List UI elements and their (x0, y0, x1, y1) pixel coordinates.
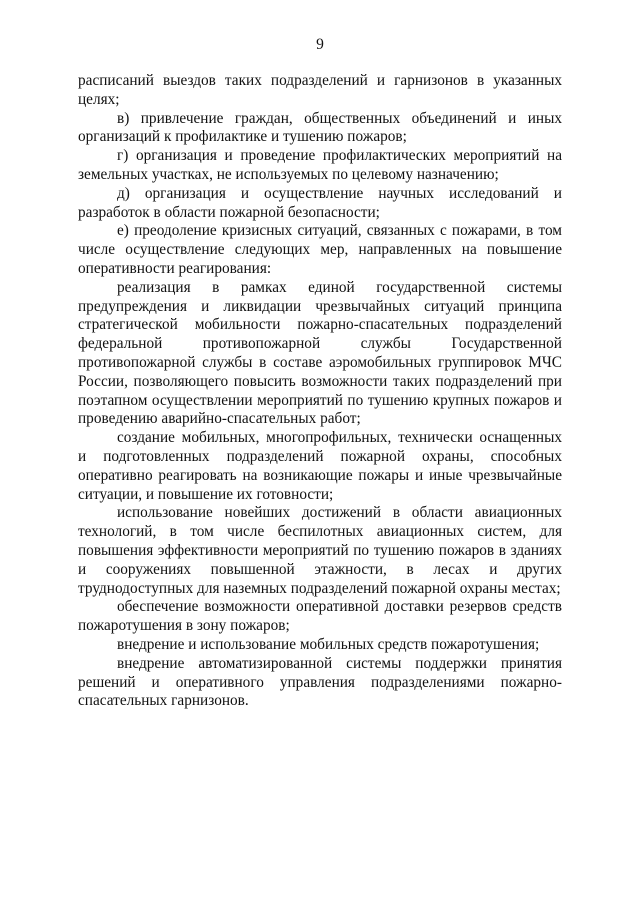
paragraph-strategic-mobility: реализация в рамках единой государственной системы предупреждения и ликвидации чрезвычайных ситуаций принципа стратегической мобильности пожарно-спасательных подразделений федеральной противопожарной службы Государственной противопожарной службы в составе аэромобильных группировок МЧС России, позволяющего повысить возможности таких подразделений при поэтапном осуществлении мероприятий по тушению крупных пожаров и проведению аварийно-спасательных работ; (78, 278, 562, 428)
document-body (78, 72, 562, 711)
paragraph-item-d: д) организация и осуществление научных исследований и разработок в области пожарной безопасности; (78, 184, 562, 221)
paragraph-item-e: е) преодоление кризисных ситуаций, связанных с пожарами, в том числе осуществление следующих мер, направленных на повышение оперативности реагирования: (78, 222, 562, 277)
paragraph-item-g: г) организация и проведение профилактических мероприятий на земельных участках, не используемых по целевому назначению; (78, 147, 562, 183)
paragraph-automated-system: внедрение автоматизированной системы поддержки принятия решений и оперативного управления подразделениями пожарно-спасательных гарнизонов. (78, 654, 562, 710)
page-number: 9 (316, 36, 324, 53)
paragraph-item-v: в) привлечение граждан, общественных объединений и иных организаций к профилактике и тушению пожаров; (78, 109, 562, 146)
paragraph-reserve-delivery: обеспечение возможности оперативной доставки резервов средств пожаротушения в зону пожаров; (78, 598, 562, 635)
paragraph-schedules: расписаний выездов таких подразделений и гарнизонов в указанных целях; (78, 72, 562, 108)
paragraph-mobile-units: создание мобильных, многопрофильных, технически оснащенных и подготовленных подразделений пожарной охраны, способных оперативно реагировать на возникающие пожары и иные чрезвычайные ситуации, и повышение их готовности; (78, 429, 562, 503)
paragraph-aviation-technologies: использование новейших достижений в области авиационных технологий, в том числе беспилотных авиационных систем, для повышения эффективности мероприятий по тушению пожаров в зданиях и сооружениях повышенной этажности, в лесах и других труднодоступных для наземных подразделений пожарной охраны местах; (78, 504, 562, 597)
paragraph-mobile-means: внедрение и использование мобильных средств пожаротушения; (117, 635, 540, 653)
